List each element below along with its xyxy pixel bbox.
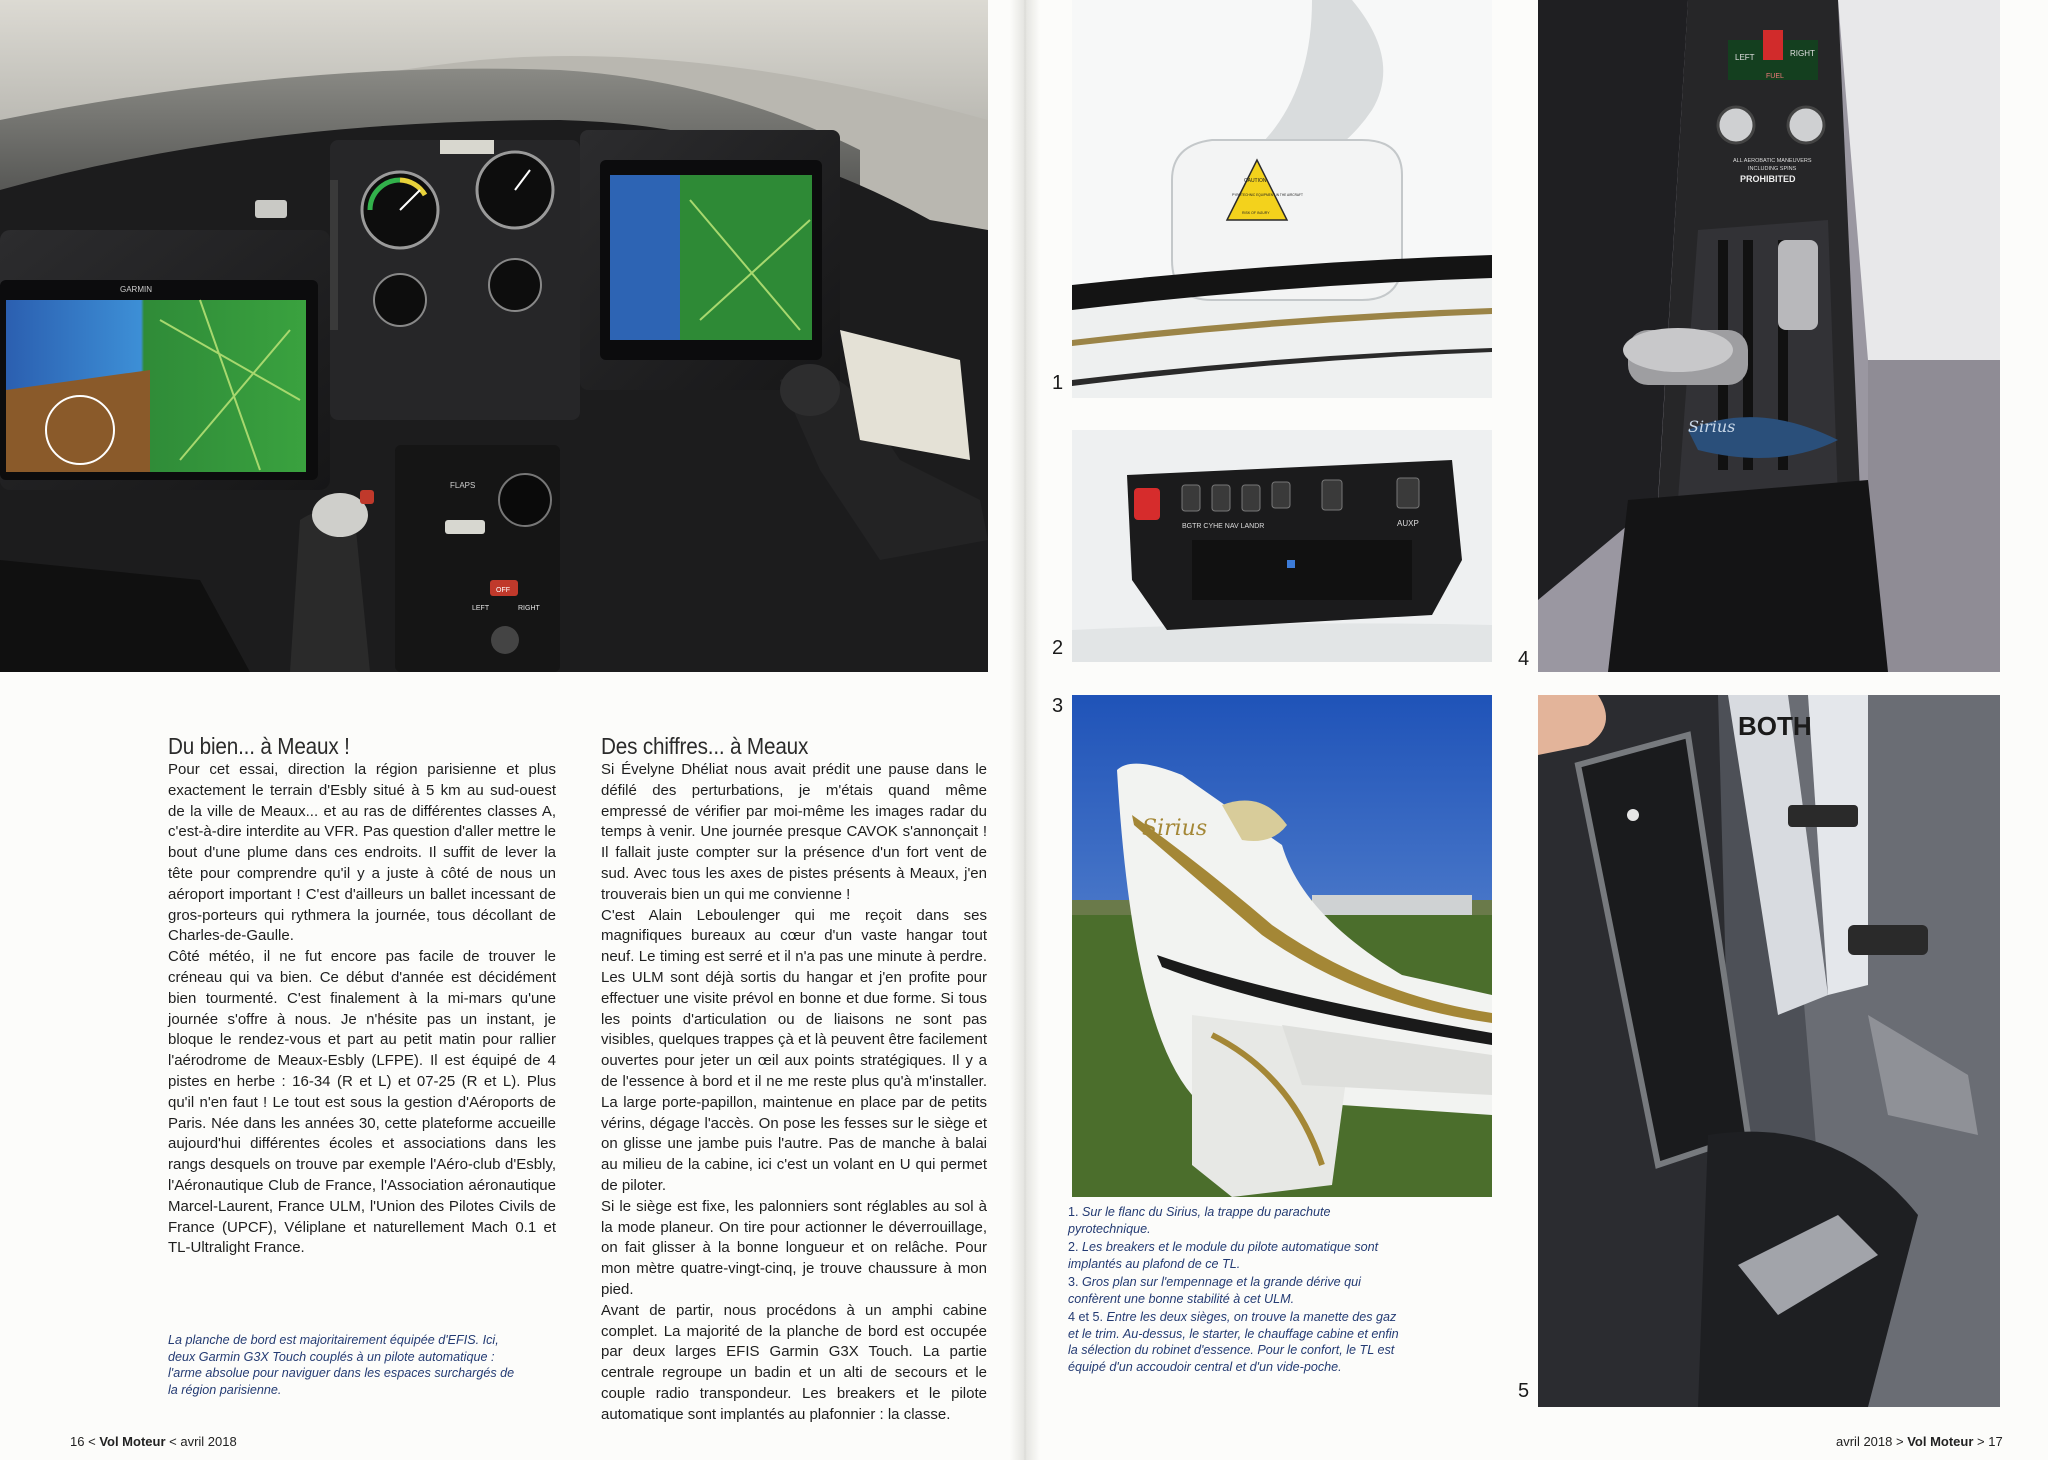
section2-body [601,760,987,1426]
section-title-du-bien: Du bien... à Meaux ! [168,733,350,759]
left-page-number: 16 [70,1434,85,1449]
right-folio [1836,1434,2003,1449]
caption-4-num: 4 et 5. [1068,1310,1104,1324]
section2-paragraph-1: Si Évelyne Dhéliat nous avait prédit une pause dans le défilé des perturbations, je m'étais quand même empressé de vérifier par moi-même les images radar du temps à venir. Une journée presque CAVOK s'annonçait ! Il fallait juste compter sur la présence d'un fort vent de sud. Avec tous les axes de pistes présents à Meaux, j'en trouverais bien un qui me convienne ! [601,761,987,903]
section2-paragraph-2: C'est Alain Leboulenger qui me reçoit dans ses magnifiques bureaux au cœur d'un vaste hangar tout neuf. Le timing est serré et il n'a pas une minute à perdre. Les ULM sont déjà sortis du hangar et j'en profite pour effectuer une visite prévol en bonne et due forme. Si tous les points d'articulation ou de liaisons ne sont pas visibles, quelques trappes çà et là peuvent être facilement ouvertes pour jeter un œil aux points stratégiques. Il y a de l'essence à bord et il ne me reste plus qu'à m'installer. La large porte-papillon, maintenue en place par de petits vérins, dégage l'accès. On pose les fesses sur le siège et on glisse une jambe puis l'autre. Pas de manche à balai au milieu de la cabine, ici c'est un volant en U qui permet de piloter. [601,906,987,1194]
figure-number-5: 5 [1518,1380,1530,1402]
photo-2-breakers [1072,430,1492,662]
section2-paragraph-3: Si le siège est fixe, les palonniers sont réglables au sol à la mode planeur. On tire pour actionner le déverrouillage, on fait glisser à la bonne longueur et on relâche. Pour mon mètre quatre-vingt-cinq, je trouve chaussure à mon pied. [601,1197,987,1298]
page-gutter [1010,0,1040,1460]
right-captions [1068,1204,1403,1377]
caption-2-num: 2. [1068,1240,1079,1254]
right-page-number: 17 [1988,1434,2003,1449]
prohibited-label-1: ALL AEROBATIC MANEUVERS [1733,158,1812,164]
pyro-label: PYROTECHNIC EQUIPMENT IN THE AIRCRAFT [1232,193,1303,197]
fuel-off-label: OFF [496,587,510,594]
figure-number-4: 4 [1518,648,1530,670]
caption-4 [1068,1309,1403,1375]
caption-2-text: Les breakers et le module du pilote automatique sont implantés au plafond de ce TL. [1068,1240,1379,1271]
figure-number-3: 3 [1052,695,1064,717]
fuel-label-4: FUEL [1766,73,1784,80]
cockpit-photo [0,0,988,672]
caption-1-num: 1. [1068,1205,1079,1219]
caption-1-text: Sur le flanc du Sirius, la trappe du parachute pyrotechnique. [1068,1205,1331,1236]
right-magazine-name: Vol Moteur [1907,1434,1974,1449]
left-magazine-name: Vol Moteur [99,1434,166,1449]
flaps-label: FLAPS [450,481,476,490]
fuel-left-label-4: LEFT [1735,53,1755,62]
harness-label: BOTH [1738,711,1812,741]
figure-number-1: 1 [1052,372,1064,394]
photo-5-armrest-harness [1538,695,2000,1407]
photo-3-tail [1072,695,1492,1197]
breaker-labels: BGTR CYHE NAV LANDR [1182,523,1265,530]
fuel-right-label: RIGHT [518,605,540,612]
caption-3-text: Gros plan sur l'empennage et la grande dérive qui confèrent une bonne stabilité à cet ULM. [1068,1275,1361,1306]
prohibited-label-2: INCLUDING SPINS [1748,166,1797,172]
fuel-left-label: LEFT [472,605,490,612]
section1-paragraph-1: Pour cet essai, direction la région parisienne et plus exactement le terrain d'Esbly situé à 5 km au sud-ouest de la ville de Meaux... et au ras de différentes classes A, c'est-à-dire interdite au VFR. Pas question d'aller mettre le bout d'une plume dans ces endroits. Il suffit de lever la tête pour comprendre qu'il y a juste à côté de nous un aéroport important ! C'est d'ailleurs un ballet incessant de gros-porteurs qui rythmera la journée, tous décollant de Charles-de-Gaulle. [168,761,556,945]
caption-2 [1068,1239,1403,1272]
console-logo: Sirius [1688,417,1736,436]
caption-3-num: 3. [1068,1275,1079,1289]
caption-3 [1068,1274,1403,1307]
prohibited-label-3: PROHIBITED [1740,174,1796,184]
right-folio-date: avril 2018 > [1836,1434,1904,1449]
section1-body [168,760,556,1259]
caution-label: CAUTION [1244,178,1267,184]
figure-number-2: 2 [1052,637,1064,659]
fuel-right-label-4: RIGHT [1790,49,1815,58]
left-folio [70,1434,237,1449]
tail-logo: Sirius [1142,816,1208,841]
right-folio-sep: > [1977,1434,1985,1449]
section-title-des-chiffres: Des chiffres... à Meaux [601,733,809,759]
risk-label: RISK OF INJURY [1242,211,1270,215]
caption-4-text: Entre les deux sièges, on trouve la manette des gaz et le trim. Au-dessus, le starter, le chauffage cabine et enfin la sélection du robinet d'essence. Pour le confort, le TL est équipé d'un accoudoir central et d'un vide-poche. [1068,1310,1399,1374]
left-folio-date: < avril 2018 [169,1434,237,1449]
caption-1 [1068,1204,1403,1237]
garmin-label: GARMIN [120,285,152,294]
section1-paragraph-2: Côté météo, il ne fut encore pas facile de trouver le créneau qui va bien. Ce début d'année est décidément bien tourmenté. C'est finalement à la mi-mars qu'une journée s'offre à nous. Je n'hésite pas un instant, je bloque le rendez-vous et part au petit matin pour rallier l'aérodrome de Meaux-Esbly (LFPE). Il est équipé de 4 pistes en herbe : 16-34 (R et L) et 07-25 (R et L). Plus qu'il n'en faut ! Le tout est sous la gestion d'Aéroports de Paris. Née dans les années 30, cette plateforme accueille aujourd'hui différentes écoles et associations dans les rangs desquels on trouve par exemple l'Aéro-club d'Esbly, l'Aéronautique Club de France, l'Association aéronautique Marcel-Laurent, France ULM, l'Union des Pilotes Civils de France (UPCF), Véliplane et naturellement Mach 0.1 et TL-Ultralight France. [168,948,556,1257]
photo-1-parachute-hatch [1072,0,1492,398]
cockpit-caption: La planche de bord est majoritairement équipée d'EFIS. Ici, deux Garmin G3X Touch couplés à un pilote automatique : l'arme absolue pour naviguer dans les espaces surchargés de la région parisienne. [168,1333,515,1397]
photo-4-throttle-console [1538,0,2000,672]
auxp-label: AUXP [1397,519,1419,528]
section2-paragraph-4: Avant de partir, nous procédons à un amphi cabine complet. La majorité de la planche de bord est occupée par deux larges EFIS Garmin G3X Touch. La partie centrale regroupe un badin et un alti de secours et le couple radio transpondeur. Les breakers et le pilote automatique sont implantés au plafonnier : la classe. [601,1301,987,1423]
left-folio-sep: < [88,1434,96,1449]
